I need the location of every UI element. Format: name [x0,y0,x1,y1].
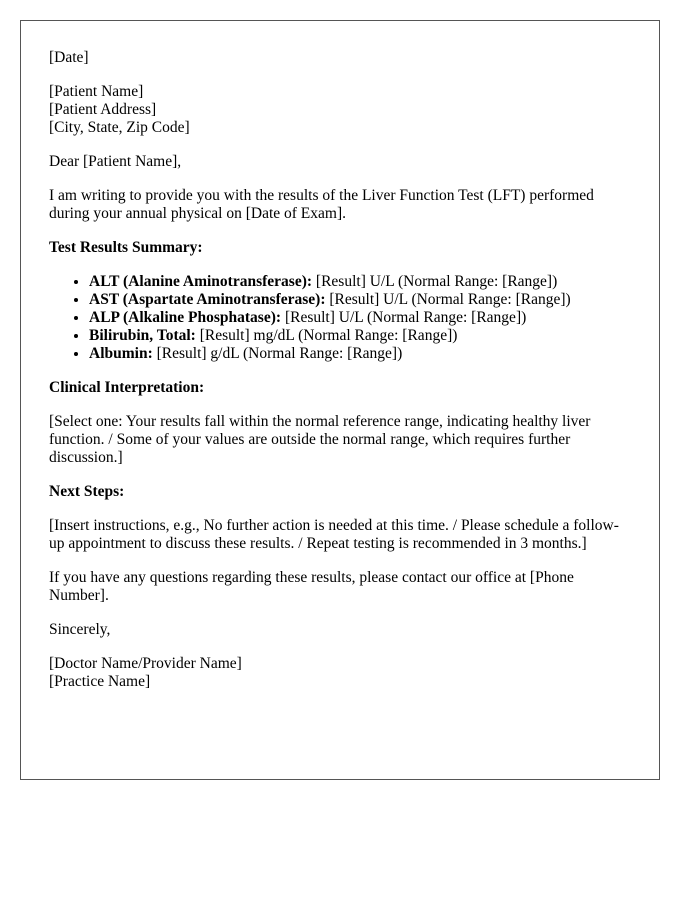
signature-block [49,655,631,691]
result-label: ALP (Alkaline Phosphatase): [89,309,282,326]
practice-name: [Practice Name] [49,673,151,690]
next-steps-paragraph: [Insert instructions, e.g., No further action is needed at this time. / Please schedule a follow-up appointment to discuss these results. / Repeat testing is recommended in 3 months.] [49,517,619,552]
result-label: Bilirubin, Total: [89,327,196,344]
next-steps-heading: Next Steps: [49,483,125,500]
contact-paragraph: If you have any questions regarding these results, please contact our office at [Phone Number]. [49,569,574,604]
recipient-address: [Patient Address] [49,101,157,118]
result-item-alt [89,273,631,291]
result-item-ast [89,291,631,309]
result-label: ALT (Alanine Aminotransferase): [89,273,313,290]
results-list [49,273,631,363]
result-item-albumin [89,345,631,363]
result-value: [Result] U/L (Normal Range: [Range]) [281,309,527,326]
letter-document [20,20,660,780]
result-value: [Result] mg/dL (Normal Range: [Range]) [195,327,458,344]
result-item-bilirubin [89,327,631,345]
intro-paragraph: I am writing to provide you with the results of the Liver Function Test (LFT) performed during your annual physical on [Date of Exam]. [49,187,594,222]
result-label: Albumin: [89,345,153,362]
letter-date: [Date] [49,49,89,66]
recipient-city-state-zip: [City, State, Zip Code] [49,119,190,136]
result-label: AST (Aspartate Aminotransferase): [89,291,326,308]
provider-name: [Doctor Name/Provider Name] [49,655,242,672]
closing: Sincerely, [49,621,111,638]
result-value: [Result] U/L (Normal Range: [Range]) [312,273,558,290]
interpretation-paragraph: [Select one: Your results fall within the normal reference range, indicating healthy liver function. / Some of your values are outside the normal range, which requires further discussion.] [49,413,591,466]
result-item-alp [89,309,631,327]
result-value: [Result] U/L (Normal Range: [Range]) [325,291,571,308]
salutation: Dear [Patient Name], [49,153,182,170]
recipient-address-block [49,83,631,137]
interpretation-heading: Clinical Interpretation: [49,379,205,396]
result-value: [Result] g/dL (Normal Range: [Range]) [152,345,403,362]
results-heading: Test Results Summary: [49,239,203,256]
recipient-name: [Patient Name] [49,83,144,100]
